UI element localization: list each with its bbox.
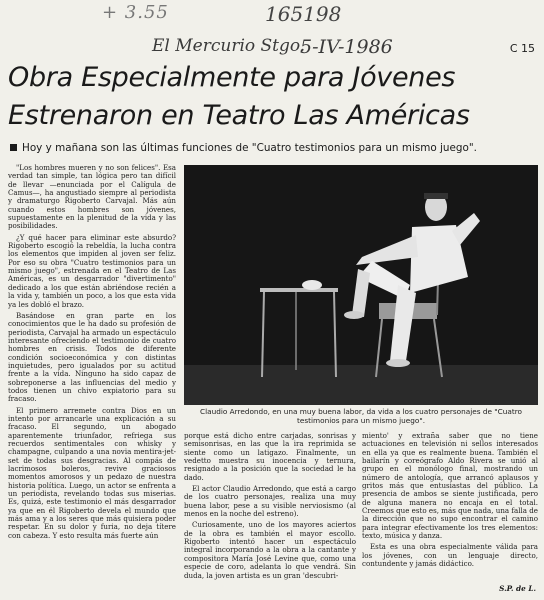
author-signature: S.P. de L. [499, 584, 536, 593]
paragraph: El primero arremete contra Dios en un intento por arrancarle una explicación a su fracaso. El segundo, un abogado aparentemente triunfador, refriega sus recuerdos sentimentales con whisky y champagne, culpando a una novia mentira-jet-set de todas sus desgracias. Al compás de lacrimosos boleros, revive graciosos momentos amorosos y un pedazo de nuestra historia política. Luego, un actor se enfrenta a un periodista, revelando todas sus miserias. Es, quizá, este testimonio el más desgarrador ya que en él Rigoberto devela el mundo que más ama y a los seres que más quisiera poder respetar. En su dolor y furia, no deja títere con cabeza. Y esto resulta más fuerte aún [8, 405, 176, 540]
subheadline [10, 142, 538, 154]
handwritten-date: 5-IV-1986 [300, 36, 393, 58]
paragraph: "Los hombres mueren y no son felices". Esa verdad tan simple, tan lógica pero tan difícil de llevar —enunciada por el Calígula de Camus—, ha angustiado siempre al periodista y dramaturgo Rigoberto Carvajal. Más aún cuando estos hombres son jóvenes, supuestamente en la plenitud de la vida y las posibilidades. [8, 164, 176, 231]
subheadline-text: Hoy y mañana son las últimas funciones de "Cuatro testimonios para un mismo juego". [22, 142, 477, 154]
handwritten-marks: + 3.55 [102, 2, 169, 23]
stage-photo [184, 165, 538, 405]
bullet-square-icon [10, 144, 17, 151]
handwritten-archive-number: 165198 [265, 2, 342, 26]
headline-line-1: Obra Especialmente para Jóvenes [8, 62, 456, 93]
paragraph: porque está dicho entre carjadas, sonrisas y semisonrisas, en las que la ira reprimida se siente como un latigazo. Finalmente, un vedetto muestra su inocencia y ternura, resignado a la posición que la sociedad le ha dado. [184, 432, 356, 482]
paragraph: ¿Y qué hacer para eliminar este absurdo? Rigoberto escogió la rebeldía, la lucha contra los elementos que impiden al joven ser feliz. Por eso su obra "Cuatro testimonios para un mismo juego", estrenada en el Teatro de Las Américas, es un desgarrador "divertimento" dedicado a los que están abriéndose recién a la vida y, también un poco, a los que esta vida ya les dobló el brazo. [8, 232, 176, 309]
paragraph: El actor Claudio Arredondo, que está a cargo de los cuatro personajes, realiza una muy buena labor, pese a su visible nerviosismo (al menos en la noche del estreno). [184, 484, 356, 519]
photo-caption: Claudio Arredondo, en una muy buena labor, da vida a los cuatro personajes de "Cuatro testimonios para un mismo juego". [199, 407, 522, 425]
article-column-3 [362, 432, 538, 600]
article-column-1 [8, 164, 176, 600]
paragraph: miento' y extraña saber que no tiene actuaciones en televisión ni sellos interesados en ella ya que es realmente buena. También el bailarín y coreógrafo Aldo Rivera se unió al grupo en el monólogo final, mostrando un número de antología, que arrancó aplausos y gritos más que entusiastas del público. La presencia de ambos se siente justificada, pero de alguna manera no encaja en el total. Creemos que esto es, más que nada, una falla de la dirección que no supo encontrar el camino para integrar efectivamente los tres elementos: texto, música y danza. [362, 432, 538, 541]
paragraph: Esta es una obra especialmente válida para los jóvenes, con un lenguaje directo, contundente y jamás didáctico. [362, 542, 538, 569]
headline-line-2: Estrenaron en Teatro Las Américas [8, 100, 470, 131]
page-code: C 15 [509, 42, 535, 55]
paragraph: Basándose en gran parte en los conocimientos que le ha dado su profesión de periodista, Carvajal ha armado un espectáculo interesante ofreciendo el testimonio de cuatro hombres en crisis. Todos de diferente condición socioeconómica y con distintas inquietudes, pero igualados por su actitud frente a la vida. Ninguno ha sido capaz de sobreponerse a las influencias del medio y todos tienen un chivo expiatorio para su fracaso. [8, 310, 176, 404]
article-column-2 [184, 432, 356, 600]
handwritten-source: El Mercurio Stgo. [152, 36, 306, 56]
paragraph: Curiosamente, uno de los mayores aciertos de la obra es también el mayor escollo. Rigoberto intentó hacer un espectáculo integral incorporando a la obra a la cantante y compositora María José Levine que, como una especie de coro, adelanta lo que vendrá. Sin duda, la joven artista es un gran 'descubri- [184, 520, 356, 580]
actor-on-stage-image [184, 165, 538, 405]
